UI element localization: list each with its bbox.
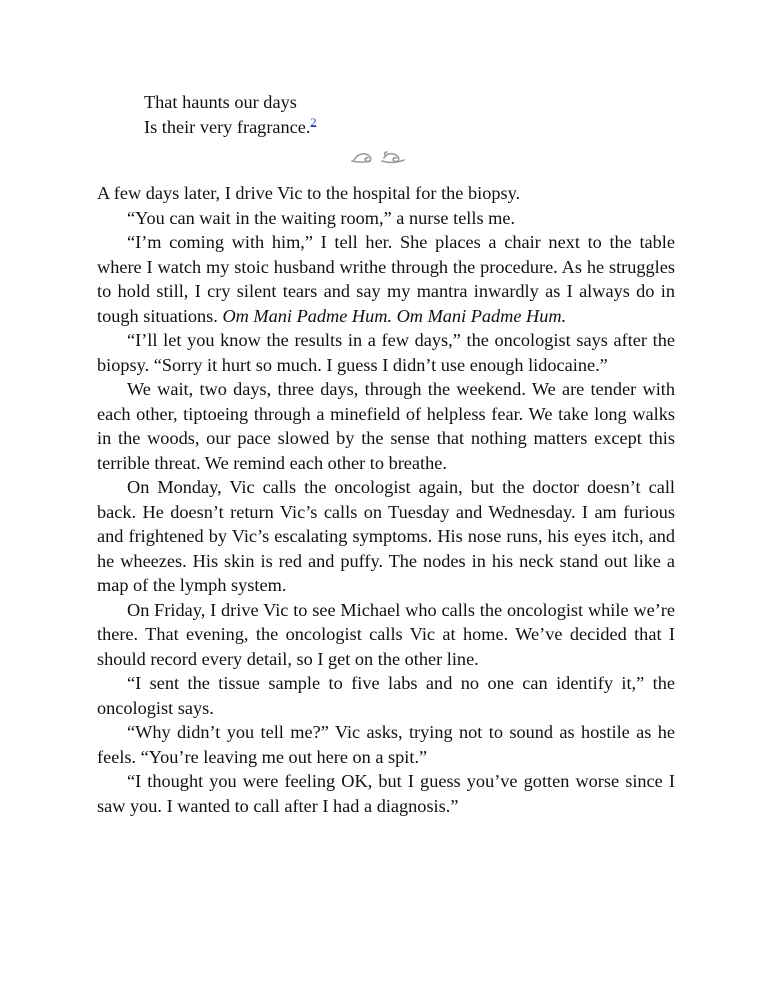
mantra-text: Om Mani Padme Hum. Om Mani Padme Hum. [222,305,567,326]
paragraph: “Why didn’t you tell me?” Vic asks, trying not to sound as hostile as he feels. “You’re leaving me out here on a spit.” [97,722,675,767]
paragraph: “You can wait in the waiting room,” a nurse tells me. [127,207,516,228]
verse-block [144,90,675,139]
paragraph: “I thought you were feeling OK, but I guess you’ve gotten worse since I saw you. I wanted to call after I had a diagnosis.” [97,771,675,816]
paragraph: We wait, two days, three days, through the weekend. We are tender with each other, tiptoeing through a minefield of helpless fear. We take long walks in the woods, our pace slowed by the sense that nothing matters except this terrible threat. We remind each other to breathe. [97,379,675,473]
verse-line-text: That haunts our days [144,92,297,112]
paragraph: On Friday, I drive Vic to see Michael who calls the oncologist while we’re there. That evening, the oncologist calls Vic at home. We’ve decided that I should record every detail, so I get on the other line. [97,599,675,669]
book-page [97,90,675,818]
verse-line-text: Is their very fragrance. [144,116,311,137]
paragraph-text: “I’m coming with him,” I tell her. She places a chair next to the table where I watch my stoic husband writhe through the procedure. As he struggles to hold still, I cry silent tears and say my mantra inwardly as I always do in tough situations. [97,232,675,326]
fleuron-ornament-icon [348,147,408,167]
verse-line [144,90,675,115]
paragraph: “I sent the tissue sample to five labs and no one can identify it,” the oncologist says. [97,673,675,718]
footnote-link[interactable]: 2 [310,114,317,129]
paragraph: On Monday, Vic calls the oncologist again, but the doctor doesn’t call back. He doesn’t return Vic’s calls on Tuesday and Wednesday. I am furious and frightened by Vic’s escalating symptoms. His nose runs, his eyes itch, and he wheezes. His skin is red and puffy. The nodes in his neck stand out like a map of the lymph system. [97,477,675,595]
verse-line [144,115,675,140]
paragraph: A few days later, I drive Vic to the hospital for the biopsy. [97,183,521,203]
paragraph: “I’ll let you know the results in a few days,” the oncologist says after the biopsy. “Sorry it hurt so much. I guess I didn’t use enough lidocaine.” [97,330,675,375]
paragraph [97,230,675,328]
